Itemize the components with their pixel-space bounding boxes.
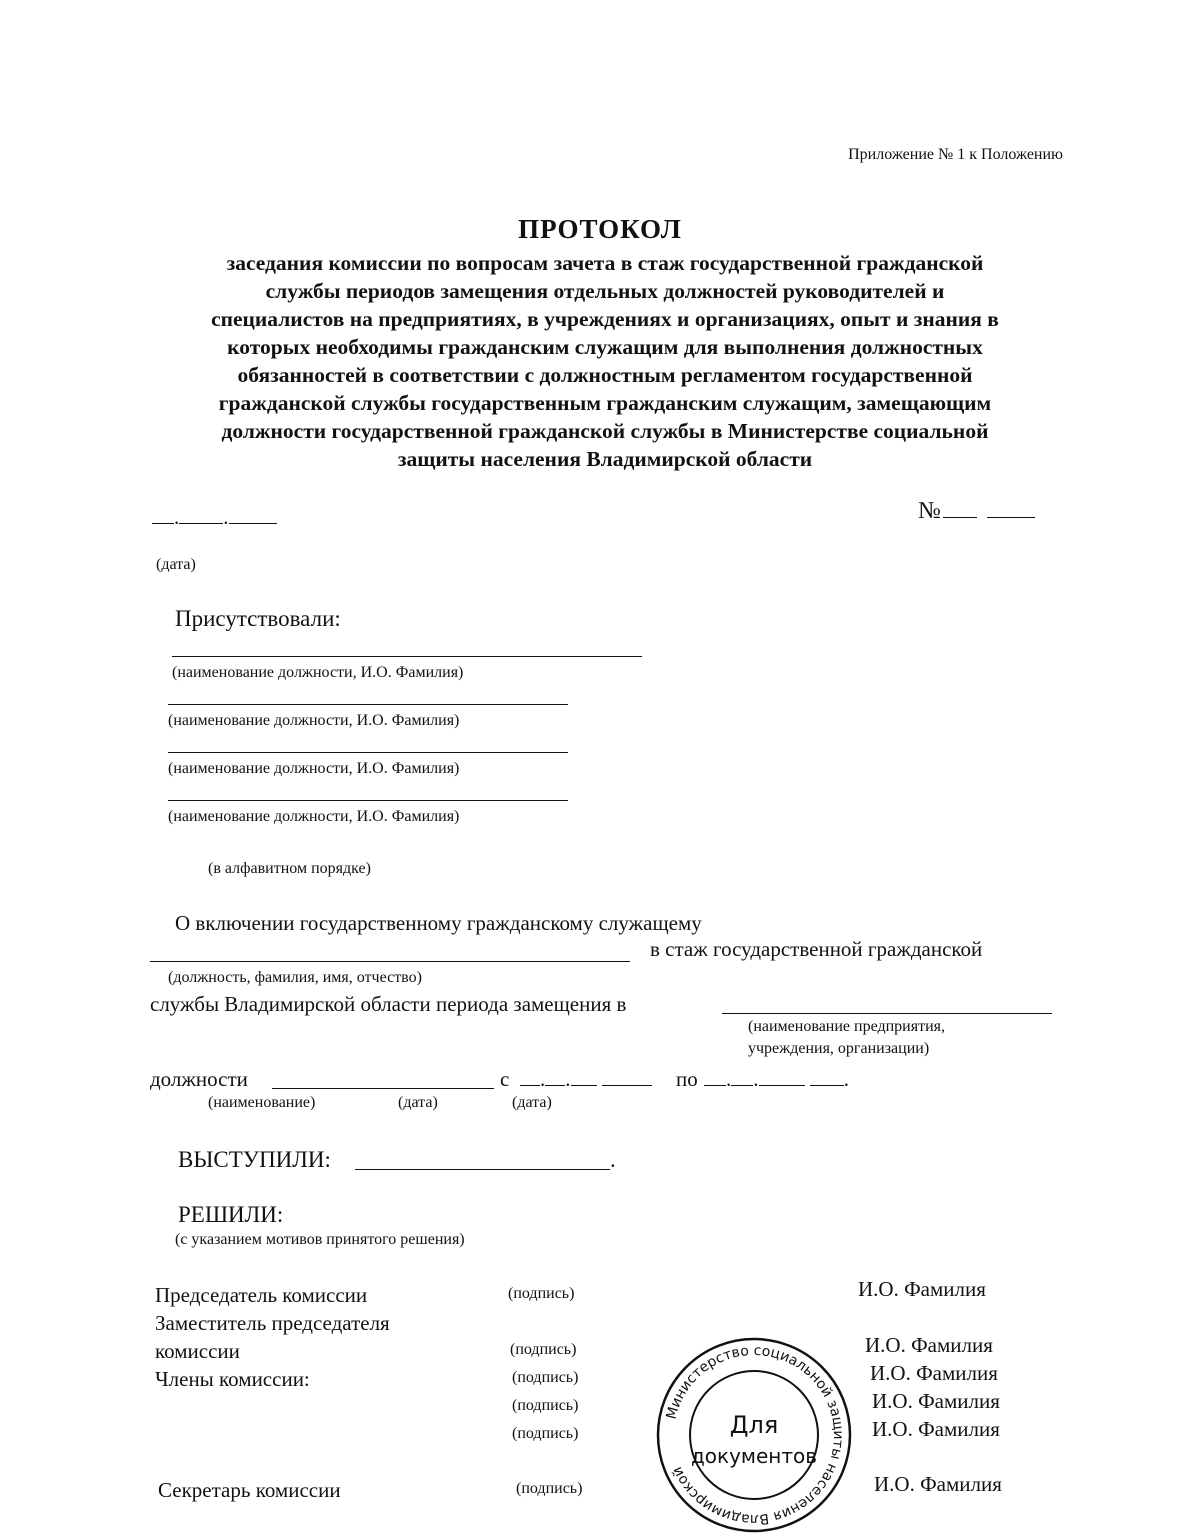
attendee-line-1[interactable] (172, 656, 642, 657)
subtitle-line: обязанностей в соответствии с должностным регламентом государственной (237, 363, 973, 387)
subtitle-line: гражданской службы государственным гражданским служащим, замещающим (218, 391, 992, 415)
attendee-line-4[interactable] (168, 800, 568, 801)
date-to-hint: (дата) (512, 1094, 552, 1111)
member-signature-2[interactable]: (подпись) (512, 1397, 579, 1414)
date-field[interactable]: . . (152, 505, 277, 530)
secretary-name: И.О. Фамилия (874, 1472, 1002, 1496)
decided-hint: (с указанием мотивов принятого решения) (175, 1231, 465, 1248)
document-subtitle (140, 249, 1070, 473)
stamp-ring-text: Министерство социальной защиты населения Владимирской (663, 1342, 847, 1528)
date-to-field[interactable]: . . . (704, 1067, 849, 1092)
date-from-field[interactable]: . . (520, 1067, 652, 1092)
subtitle-line: заседания комиссии по вопросам зачета в стаж государственной гражданской (226, 251, 984, 275)
secretary-label: Секретарь комиссии (158, 1478, 341, 1502)
attendee-hint: (наименование должности, И.О. Фамилия) (168, 808, 460, 825)
date-from-hint: (дата) (398, 1094, 438, 1111)
organization-field[interactable] (722, 1013, 1052, 1014)
chair-label: Председатель комиссии (155, 1283, 368, 1307)
deputy-label-1: Заместитель председателя (155, 1311, 390, 1335)
member-signature-1[interactable]: (подпись) (512, 1369, 579, 1386)
stamp-icon (654, 1335, 854, 1535)
member-signature-3[interactable]: (подпись) (512, 1425, 579, 1442)
employee-hint: (должность, фамилия, имя, отчество) (168, 969, 422, 986)
to-label: по (676, 1067, 698, 1091)
attendee-hint: (наименование должности, И.О. Фамилия) (168, 712, 460, 729)
alphabetical-note: (в алфавитном порядке) (208, 860, 371, 877)
stamp-center-1: Для (729, 1411, 779, 1439)
stamp-center-2: документов (690, 1444, 818, 1468)
present-label: Присутствовали: (175, 606, 341, 631)
attendee-line-2[interactable] (168, 704, 568, 705)
attendee-hint: (наименование должности, И.О. Фамилия) (172, 664, 464, 681)
position-field[interactable] (272, 1088, 494, 1089)
organization-hint-1: (наименование предприятия, (748, 1018, 946, 1035)
number-label: № (918, 498, 941, 524)
decided-label: РЕШИЛИ: (178, 1202, 284, 1227)
member-name-3: И.О. Фамилия (872, 1417, 1000, 1441)
member-name-2: И.О. Фамилия (872, 1389, 1000, 1413)
document-title: ПРОТОКОЛ (518, 214, 682, 244)
inclusion-line-3: службы Владимирской области периода замещения в (150, 992, 627, 1016)
chair-signature[interactable]: (подпись) (508, 1285, 575, 1302)
subtitle-line: специалистов на предприятиях, в учреждениях и организациях, опыт и знания в (211, 307, 999, 331)
inclusion-line-1: О включении государственному гражданскому служащему (175, 911, 702, 935)
date-hint: (дата) (156, 556, 196, 573)
appendix-reference: Приложение № 1 к Положению (848, 146, 1063, 163)
protocol-number-field[interactable] (918, 498, 1035, 525)
position-label: должности (150, 1067, 248, 1091)
position-hint: (наименование) (208, 1094, 316, 1111)
inclusion-line-2: в стаж государственной гражданской (650, 937, 983, 961)
official-stamp (654, 1335, 854, 1535)
member-name-1: И.О. Фамилия (870, 1361, 998, 1385)
deputy-label-2: комиссии (155, 1339, 240, 1363)
attendee-line-3[interactable] (168, 752, 568, 753)
subtitle-line: защиты населения Владимирской области (397, 447, 813, 471)
attendee-hint: (наименование должности, И.О. Фамилия) (168, 760, 460, 777)
members-label: Члены комиссии: (155, 1367, 310, 1391)
employee-field[interactable] (150, 961, 630, 962)
deputy-signature[interactable]: (подпись) (510, 1341, 577, 1358)
subtitle-line: службы периодов замещения отдельных должностей руководителей и (265, 279, 945, 303)
organization-hint-2: учреждения, организации) (748, 1040, 930, 1057)
spoke-field[interactable] (355, 1169, 610, 1170)
spoke-label: ВЫСТУПИЛИ: (178, 1147, 331, 1172)
secretary-signature[interactable]: (подпись) (516, 1480, 583, 1497)
deputy-name: И.О. Фамилия (865, 1333, 993, 1357)
subtitle-line: должности государственной гражданской службы в Министерстве социальной (221, 419, 989, 443)
chair-name: И.О. Фамилия (858, 1277, 986, 1301)
subtitle-line: которых необходимы гражданским служащим для выполнения должностных (227, 335, 983, 359)
from-label: с (500, 1067, 510, 1091)
